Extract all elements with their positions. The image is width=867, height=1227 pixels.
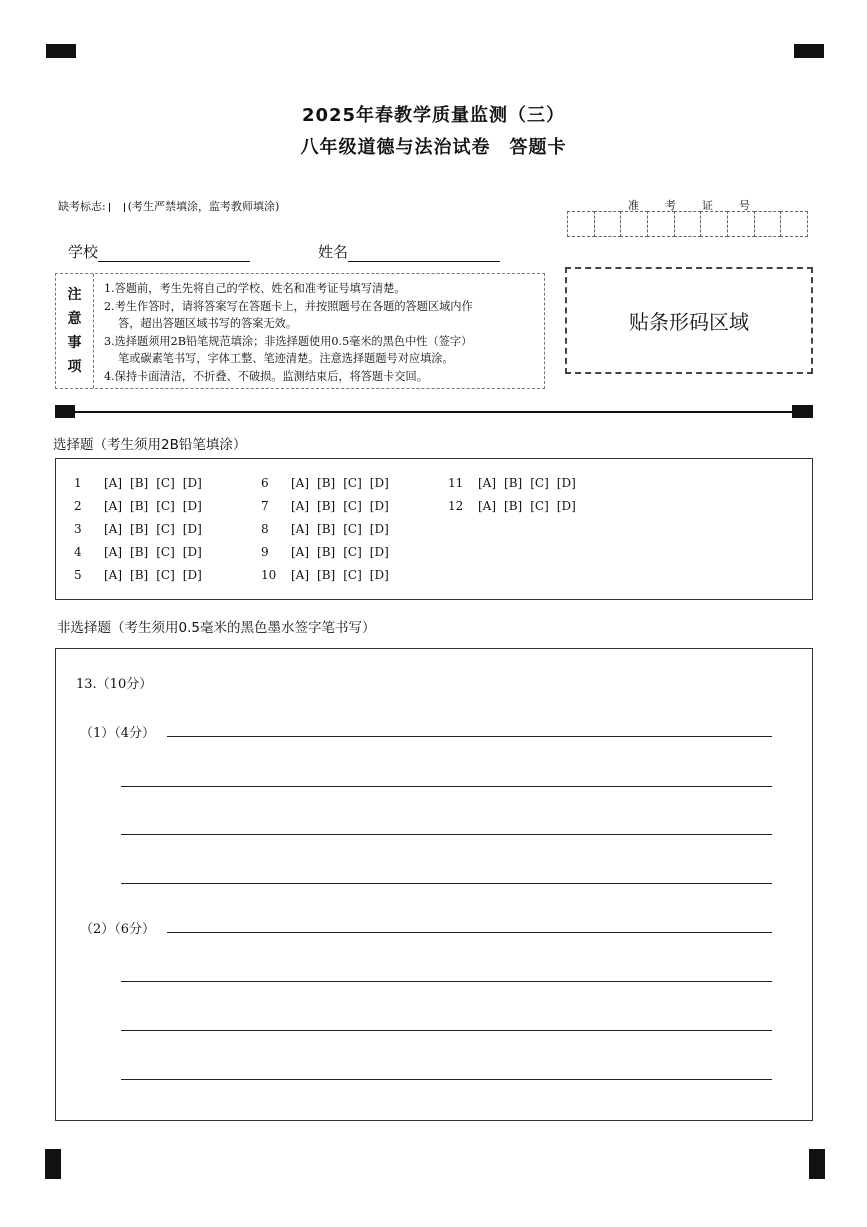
admission-digit-cell[interactable] [647,211,675,237]
essay-answer-box [55,648,813,1121]
answer-bubble[interactable]: [A] [104,476,123,490]
answer-line[interactable] [121,786,772,787]
question-13-title: 13.（10分） [76,677,153,692]
answer-bubble[interactable]: [C] [343,522,362,536]
notice-box [55,273,545,389]
answer-bubble[interactable]: [B] [317,568,336,582]
question-number: 3 [74,522,82,536]
answer-bubble[interactable]: [C] [343,476,362,490]
answer-bubble[interactable]: [C] [156,476,175,490]
answer-line[interactable] [121,834,772,835]
answer-bubble[interactable]: [B] [317,476,336,490]
question-number: 9 [261,545,269,559]
answer-bubble[interactable]: [D] [182,545,202,559]
absence-note: (考生严禁填涂，监考教师填涂) [127,200,280,213]
answer-bubble[interactable]: [A] [104,568,123,582]
answer-bubble[interactable]: [D] [182,476,202,490]
notice-side-char: 注 [67,287,82,303]
notice-side-char: 项 [67,359,82,375]
answer-bubble[interactable]: [A] [291,499,310,513]
registration-mark-top-right [794,44,824,58]
choice-question-row [74,545,210,559]
subquestion-2-label: （2）（6分） [80,922,156,937]
answer-bubble[interactable]: [D] [369,522,389,536]
absence-label: 缺考标志: [58,200,106,213]
answer-bubble[interactable]: [C] [343,499,362,513]
answer-bubble[interactable]: [D] [556,499,576,513]
answer-bubble[interactable]: [A] [291,545,310,559]
answer-bubble[interactable]: [B] [130,568,149,582]
admission-digit-cell[interactable] [594,211,622,237]
answer-bubble[interactable]: [A] [104,499,123,513]
question-number: 7 [261,499,269,513]
answer-bubble[interactable]: [B] [317,499,336,513]
answer-line[interactable] [167,736,772,737]
notice-item: 答，超出答题区域书写的答案无效。 [118,317,298,330]
admission-digit-cell[interactable] [754,211,782,237]
page-subtitle: 八年级道德与法治试卷 答题卡 [300,137,567,158]
notice-text [104,280,540,385]
answer-bubble[interactable]: [C] [156,568,175,582]
notice-side-char: 事 [67,335,82,351]
admission-digit-cell[interactable] [620,211,648,237]
question-number: 10 [261,568,277,582]
question-number: 1 [74,476,82,490]
answer-bubble[interactable]: [B] [130,545,149,559]
choice-question-row [261,568,397,582]
question-number: 4 [74,545,82,559]
nonchoice-section-title: 非选择题（考生须用0.5毫米的黑色墨水签字笔书写） [57,620,376,636]
divider-mark-right [792,405,813,418]
notice-item: 4.保持卡面清洁，不折叠、不破损。监测结束后，将答题卡交回。 [104,369,428,383]
registration-mark-bottom-left [45,1149,61,1179]
choice-question-row [261,522,397,536]
answer-bubble[interactable]: [C] [156,499,175,513]
choice-question-row [261,499,397,513]
answer-bubble[interactable]: [A] [291,476,310,490]
barcode-area[interactable]: 贴条形码区域 [565,267,813,374]
answer-bubble[interactable]: [B] [317,522,336,536]
admission-digit-cell[interactable] [727,211,755,237]
answer-bubble[interactable]: [D] [556,476,576,490]
answer-bubble[interactable]: [A] [478,499,497,513]
section-divider [72,411,794,413]
notice-side-label [56,274,94,388]
notice-item: 3.选择题须用2B铅笔规范填涂；非选择题使用0.5毫米的黑色中性（签字） [104,334,473,348]
answer-bubble[interactable]: [B] [130,499,149,513]
answer-bubble[interactable]: [D] [369,476,389,490]
choice-question-row [74,568,210,582]
answer-bubble[interactable]: [C] [530,499,549,513]
answer-bubble[interactable]: [A] [291,522,310,536]
answer-bubble[interactable]: [D] [182,568,202,582]
admission-digit-cell[interactable] [567,211,595,237]
name-label: 姓名 [318,243,349,261]
choice-question-row [448,499,584,513]
admission-char: 号 [739,199,750,212]
answer-bubble[interactable]: [D] [182,522,202,536]
admission-char: 考 [665,199,676,212]
answer-bubble[interactable]: [B] [504,476,523,490]
notice-item: 1.答题前，考生先将自己的学校、姓名和准考证号填写清楚。 [104,282,406,295]
answer-bubble[interactable]: [A] [104,545,123,559]
answer-bubble[interactable]: [B] [130,522,149,536]
answer-bubble[interactable]: [D] [369,568,389,582]
question-number: 2 [74,499,82,513]
answer-bubble[interactable]: [D] [369,499,389,513]
choice-question-row [261,476,397,490]
absence-checkbox[interactable] [109,203,125,212]
answer-bubble[interactable]: [A] [478,476,497,490]
admission-digit-cell[interactable] [674,211,702,237]
choice-question-row [74,499,210,513]
name-input-line[interactable] [348,243,500,262]
name-field [318,241,500,262]
choice-answer-box [55,458,813,600]
choice-question-row [74,476,210,490]
answer-bubble[interactable]: [C] [343,545,362,559]
subquestion-1-label: （1）（4分） [80,726,156,741]
school-label: 学校 [68,243,99,261]
notice-item: 2.考生作答时，请将答案写在答题卡上，并按照题号在各题的答题区域内作 [104,299,473,313]
admission-digit-cell[interactable] [700,211,728,237]
answer-bubble[interactable]: [C] [156,545,175,559]
admission-char: 准 [628,199,639,212]
answer-line[interactable] [167,932,772,933]
absence-mark [58,198,279,214]
admission-number-boxes [567,211,807,237]
answer-bubble[interactable]: [B] [504,499,523,513]
answer-bubble[interactable]: [C] [530,476,549,490]
answer-line[interactable] [121,883,772,884]
registration-mark-top-left [46,44,76,58]
school-field [68,241,250,262]
choice-question-row [448,476,584,490]
answer-bubble[interactable]: [A] [291,568,310,582]
answer-bubble[interactable]: [B] [317,545,336,559]
answer-bubble[interactable]: [C] [156,522,175,536]
registration-mark-bottom-right [809,1149,825,1179]
answer-line[interactable] [121,1079,772,1080]
admission-digit-cell[interactable] [780,211,808,237]
answer-line[interactable] [121,1030,772,1031]
question-number: 8 [261,522,269,536]
question-number: 11 [448,476,464,490]
question-number: 5 [74,568,82,582]
choice-section-title: 选择题（考生须用2B铅笔填涂） [53,437,247,453]
admission-char: 证 [702,199,713,212]
notice-item: 笔或碳素笔书写，字体工整、笔迹清楚。注意选择题题号对应填涂。 [118,352,454,365]
question-number: 12 [448,499,464,513]
question-number: 6 [261,476,269,490]
answer-bubble[interactable]: [C] [343,568,362,582]
answer-bubble[interactable]: [A] [104,522,123,536]
choice-question-row [74,522,210,536]
answer-bubble[interactable]: [D] [182,499,202,513]
choice-question-row [261,545,397,559]
notice-side-char: 意 [67,311,82,327]
page-title: 2025年春教学质量监测（三） [301,105,566,126]
school-input-line[interactable] [98,243,250,262]
answer-bubble[interactable]: [D] [369,545,389,559]
answer-line[interactable] [121,981,772,982]
answer-bubble[interactable]: [B] [130,476,149,490]
